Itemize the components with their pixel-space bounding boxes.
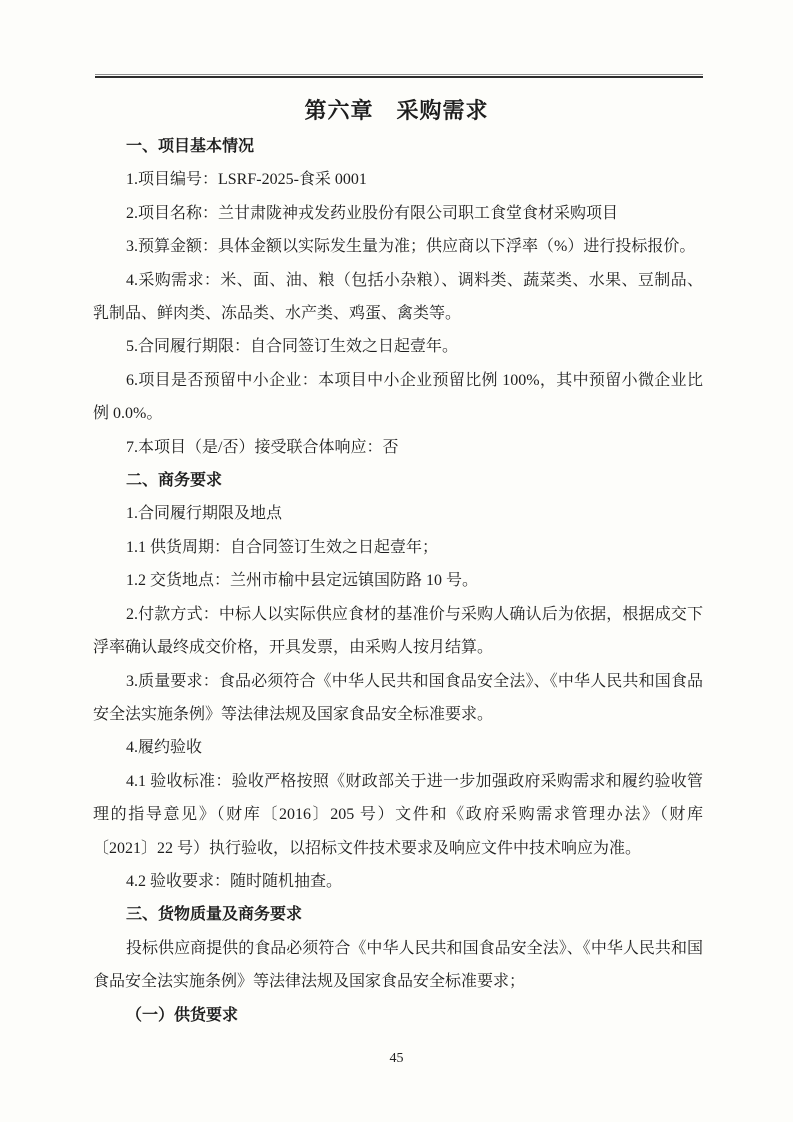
para-sme-reservation: 6.项目是否预留中小企业：本项目中小企业预留比例 100%，其中预留小微企业比例 0.0%。 — [93, 371, 703, 423]
para-contract-period-location: 1.合同履行期限及地点 — [126, 505, 283, 523]
para-performance-acceptance: 4.履约验收 — [126, 739, 203, 757]
para-contract-period: 5.合同履行期限：自合同签订生效之日起壹年。 — [126, 338, 459, 356]
para-project-name: 2.项目名称：兰甘肃陇神戎发药业股份有限公司职工食堂食材采购项目 — [126, 204, 619, 222]
section-heading-basic-info: 一、项目基本情况 — [126, 138, 255, 155]
document-body — [93, 130, 703, 1032]
para-supply-cycle: 1.1 供货周期：自合同签订生效之日起壹年； — [126, 538, 439, 556]
para-budget-amount: 3.预算金额：具体金额以实际发生量为准；供应商以下浮率（%）进行投标报价。 — [126, 238, 696, 256]
page-number: 45 — [389, 1051, 404, 1066]
para-quality-requirement: 3.质量要求：食品必须符合《中华人民共和国食品安全法》、《中华人民共和国食品安全法实施条例》等法律法规及国家食品安全标准要求。 — [93, 672, 703, 723]
para-food-safety-compliance: 投标供应商提供的食品必须符合《中华人民共和国食品安全法》、《中华人民共和国食品安全法实施条例》等法律法规及国家食品安全标准要求； — [93, 939, 703, 991]
para-consortium-response: 7.本项目（是/否）接受联合体响应：否 — [126, 438, 399, 456]
para-payment-method: 2.付款方式：中标人以实际供应食材的基准价与采购人确认后为依据，根据成交下浮率确认最终成交价格，开具发票，由采购人按月结算。 — [93, 605, 703, 657]
para-project-number: 1.项目编号：LSRF-2025-食采 0001 — [126, 171, 367, 189]
header-rule — [95, 74, 703, 78]
section-heading-business-requirements: 二、商务要求 — [126, 472, 223, 490]
para-acceptance-standard: 4.1 验收标准：验收严格按照《财政部关于进一步加强政府采购需求和履约验收管理的指导意见》（财库〔2016〕205 号）文件和《政府采购需求管理办法》（财库〔2021〕22 号）执行验收，以招标文件技术要求及响应文件中技术响应为准。 — [93, 772, 703, 857]
chapter-title: 第六章 采购需求 — [304, 98, 489, 123]
para-acceptance-requirement: 4.2 验收要求：随时随机抽查。 — [126, 872, 343, 890]
para-procurement-demand: 4.采购需求：米、面、油、粮（包括小杂粮）、调料类、蔬菜类、水果、豆制品、乳制品、鲜肉类、冻品类、水产类、鸡蛋、禽类等。 — [93, 271, 703, 323]
para-delivery-location: 1.2 交货地点：兰州市榆中县定远镇国防路 10 号。 — [126, 572, 479, 590]
section-heading-supply-requirement: （一）供货要求 — [126, 1006, 239, 1024]
section-heading-goods-quality: 三、货物质量及商务要求 — [126, 906, 303, 924]
